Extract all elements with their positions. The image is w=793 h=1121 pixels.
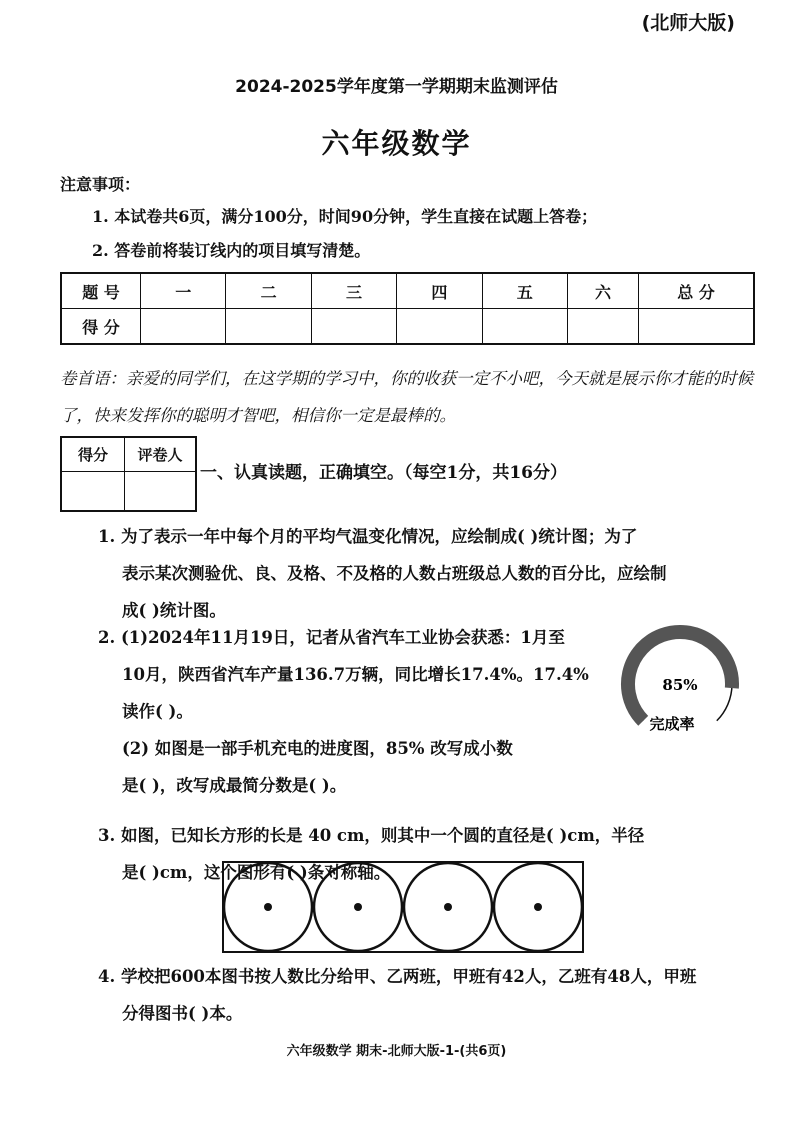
- question-3-line: 是( )cm，这个图形有( )条对称轴。: [122, 863, 391, 882]
- question-2-line: 2. (1)2024年11月19日，记者从省汽车工业协会获悉：1月至: [98, 628, 565, 647]
- question-4-line: 分得图书( )本。: [122, 1004, 243, 1023]
- question-1: [98, 518, 768, 629]
- score-cell: 三: [311, 273, 396, 309]
- score-cell: 一: [141, 273, 226, 309]
- score-row-label: 得 分: [61, 309, 141, 345]
- score-cell: 总 分: [639, 273, 755, 309]
- question-1-line: 成( )统计图。: [122, 601, 226, 620]
- question-1-line: 1. 为了表示一年中每个月的平均气温变化情况，应绘制成( )统计图；为了: [98, 527, 638, 546]
- score-cell: 题 号: [61, 273, 141, 309]
- page-footer: 六年级数学 期末-北师大版-1-(共6页): [286, 1044, 507, 1059]
- rectangle-circles-figure: [222, 861, 584, 953]
- score-blank[interactable]: [397, 309, 482, 345]
- score-table-score-row: [61, 309, 754, 345]
- score-cell: 六: [568, 273, 639, 309]
- score-table-header-row: [61, 273, 754, 309]
- circle-center-dot: [354, 903, 362, 911]
- exam-title: 六年级数学: [321, 127, 472, 160]
- question-2-line: 读作( )。: [122, 702, 193, 721]
- gauge-value-label: 85%: [662, 676, 698, 694]
- note-item-1: 1. 本试卷共6页，满分100分，时间90分钟，学生直接在试题上答卷；: [92, 207, 598, 226]
- grader-table: [60, 436, 197, 512]
- score-blank[interactable]: [482, 309, 567, 345]
- edition-label: (北师大版): [641, 12, 735, 34]
- grader-name-label: 评卷人: [125, 437, 197, 472]
- score-cell: 二: [226, 273, 311, 309]
- exam-subtitle: 2024-2025学年度第一学期期末监测评估: [235, 77, 558, 97]
- score-blank[interactable]: [311, 309, 396, 345]
- question-2: [98, 619, 618, 804]
- circle-center-dot: [264, 903, 272, 911]
- preface-text: 卷首语：亲爱的同学们，在这学期的学习中，你的收获一定不小吧，今天就是展示你才能的时候了，快来发挥你的聪明才智吧，相信你一定是最棒的。: [60, 369, 753, 425]
- notes-heading: 注意事项：: [60, 175, 141, 194]
- question-4-line: 4. 学校把600本图书按人数比分给甲、乙两班，甲班有42人，乙班有48人，甲班: [98, 967, 697, 986]
- grader-score-blank[interactable]: [61, 472, 125, 512]
- question-2-line: (2) 如图是一部手机充电的进度图，85% 改写成小数: [122, 739, 513, 758]
- question-1-line: 表示某次测验优、良、及格、不及格的人数占班级总人数的百分比，应绘制: [122, 564, 667, 583]
- score-table: [60, 272, 755, 345]
- score-cell: 五: [482, 273, 567, 309]
- question-2-line: 10月，陕西省汽车产量136.7万辆，同比增长17.4%。17.4%: [122, 665, 589, 684]
- score-blank[interactable]: [639, 309, 755, 345]
- section-1-title: 一、认真读题，正确填空。（每空1分，共16分）: [200, 463, 567, 483]
- score-blank[interactable]: [141, 309, 226, 345]
- question-4: [98, 958, 768, 1032]
- circle-center-dot: [444, 903, 452, 911]
- score-blank[interactable]: [226, 309, 311, 345]
- charging-progress-gauge: [610, 622, 750, 742]
- grader-score-label: 得分: [61, 437, 125, 472]
- score-blank[interactable]: [568, 309, 639, 345]
- note-item-2: 2. 答卷前将装订线内的项目填写清楚。: [92, 241, 371, 260]
- question-2-line: 是( )，改写成最简分数是( )。: [122, 776, 347, 795]
- question-3-line: 3. 如图，已知长方形的长是 40 cm，则其中一个圆的直径是( )cm，半径: [98, 826, 645, 845]
- grader-name-blank[interactable]: [125, 472, 197, 512]
- gauge-caption: 完成率: [649, 715, 695, 733]
- circle-center-dot: [534, 903, 542, 911]
- score-cell: 四: [397, 273, 482, 309]
